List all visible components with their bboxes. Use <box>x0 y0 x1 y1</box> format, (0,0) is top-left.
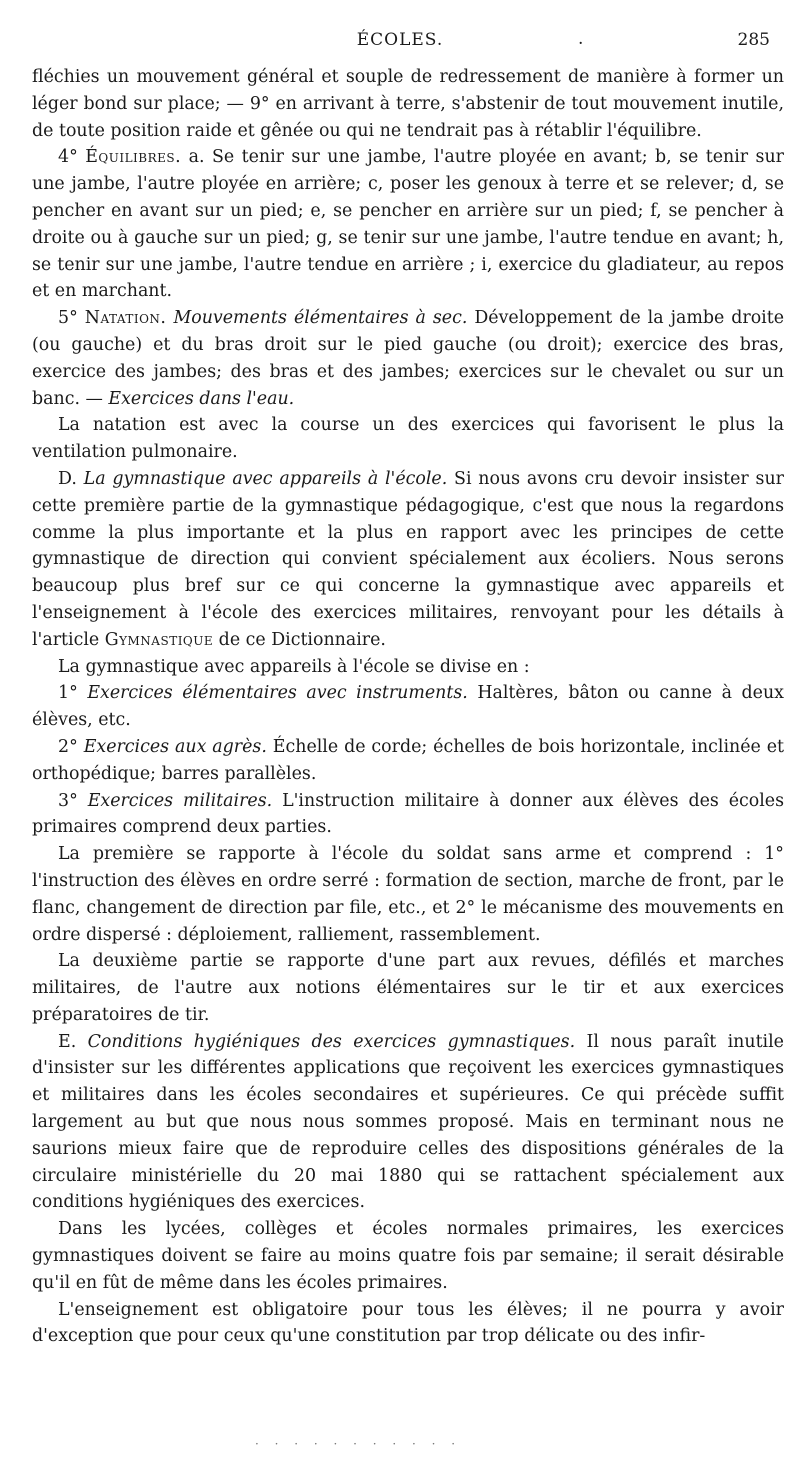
paragraph-item-1: 1° Exercices élémentaires avec instruments. Haltères, bâton ou canne à deux élèves, etc. <box>32 683 784 731</box>
section-heading: La gymnastique avec appareils à l'école. <box>83 468 448 489</box>
paragraph-item-2: 2° Exercices aux agrès. Échelle de corde; échelles de bois horizontale, inclinée et orthopédique; barres parallèles. <box>32 736 785 784</box>
paragraph: Dans les lycées, collèges et écoles normales primaires, les exercices gymnastiques doivent se faire au moins quatre fois par semaine; il serait désirable qu'il en fût de même dans les écoles primaires. <box>32 1219 784 1293</box>
header-title: ÉCOLES. <box>356 30 444 50</box>
paragraph-section-d: D. La gymnastique avec appareils à l'école. Si nous avons cru devoir insister sur cette première partie de la gymnastique pédagogique, c'est que nous la regardons comme la plus importante et la plus en rapport avec les principes de cette gymnastique de direction qui convient spécialement aux écoliers. Nous serons beaucoup plus bref sur ce qui concerne la gymnastique avec appareils et l'enseignement à l'école des exercices militaires, renvoyant pour les détails à l'article Gymnastique de ce Dictionnaire. <box>32 468 784 650</box>
paragraph: La deuxième partie se rapporte d'une part aux revues, défilés et marches militaires, de l'autre aux notions élémentaires sur le tir et aux exercices préparatoires de tir. <box>32 951 784 1025</box>
paragraph: fléchies un mouvement général et souple de redressement de manière à former un léger bond sur place; — 9° en arrivant à terre, s'abstenir de tout mouvement inutile, de toute position raide et gênée ou qui ne tendrait pas à rétablir l'équilibre. <box>32 67 784 141</box>
paragraph-item-3: 3° Exercices militaires. L'instruction militaire à donner aux élèves des écoles primaires comprend deux parties. <box>32 790 785 838</box>
paragraph-equilibres: 4° Équilibres. a. Se tenir sur une jambe, l'autre ployée en avant; b, se tenir sur une jambe, l'autre ployée en arrière; c, poser les genoux à terre et se relever; d, se pencher en avant sur un pied; e, se pencher en arrière sur un pied; f, se pencher à droite ou à gauche sur un pied; g, se tenir sur une jambe, l'autre tendue en avant; h, se tenir sur une jambe, l'autre tendue en arrière ; i, exercice du gladiateur, au repos et en marchant. <box>32 147 784 302</box>
body-text <box>32 64 784 1350</box>
running-header <box>30 30 770 60</box>
section-label: Natation. <box>84 308 167 329</box>
section-heading: Conditions hygiéniques des exercices gymnastiques. <box>87 1031 576 1052</box>
paragraph: L'enseignement est obligatoire pour tous les élèves; il ne pourra y avoir d'exception que pour ceux qu'une constitution par trop délicate ou des infir- <box>32 1299 784 1347</box>
paragraph-section-e: E. Conditions hygiéniques des exercices gymnastiques. Il nous paraît inutile d'insister sur les différentes applications que reçoivent les exercices gymnastiques et militaires dans les écoles secondaires et supérieures. Ce qui précède suffit largement au but que nous nous sommes proposé. Mais en terminant nous ne saurions mieux faire que de reproduire celles des dispositions générales de la circulaire ministérielle du 20 mai 1880 qui se rattachent spécialement aux conditions hygiéniques des exercices. <box>32 1031 784 1213</box>
section-label: Équilibres. <box>85 147 182 168</box>
paragraph-natation: 5° Natation. Mouvements élémentaires à sec. Développement de la jambe droite (ou gauche) et du bras droit sur le pied gauche (ou droit); exercice des bras, exercice des jambes; des bras et des jambes; exercices sur le chevalet ou sur un banc. — Exercices dans l'eau. <box>32 308 785 409</box>
page-number: 285 <box>737 30 770 50</box>
header-dot: . <box>578 29 584 49</box>
paragraph: La natation est avec la course un des exercices qui favorisent le plus la ventilation pulmonaire. <box>32 415 784 463</box>
paragraph: La gymnastique avec appareils à l'école se divise en : <box>58 656 530 677</box>
print-marks: · · · · · · · · · · · <box>255 1437 462 1451</box>
paragraph: La première se rapporte à l'école du soldat sans arme et comprend : 1° l'instruction des élèves en ordre serré : formation de section, marche de front, par le flanc, changement de direction par file, etc., et 2° le mécanisme des mouvements en ordre dispersé : déploiement, ralliement, rassemblement. <box>32 844 784 945</box>
